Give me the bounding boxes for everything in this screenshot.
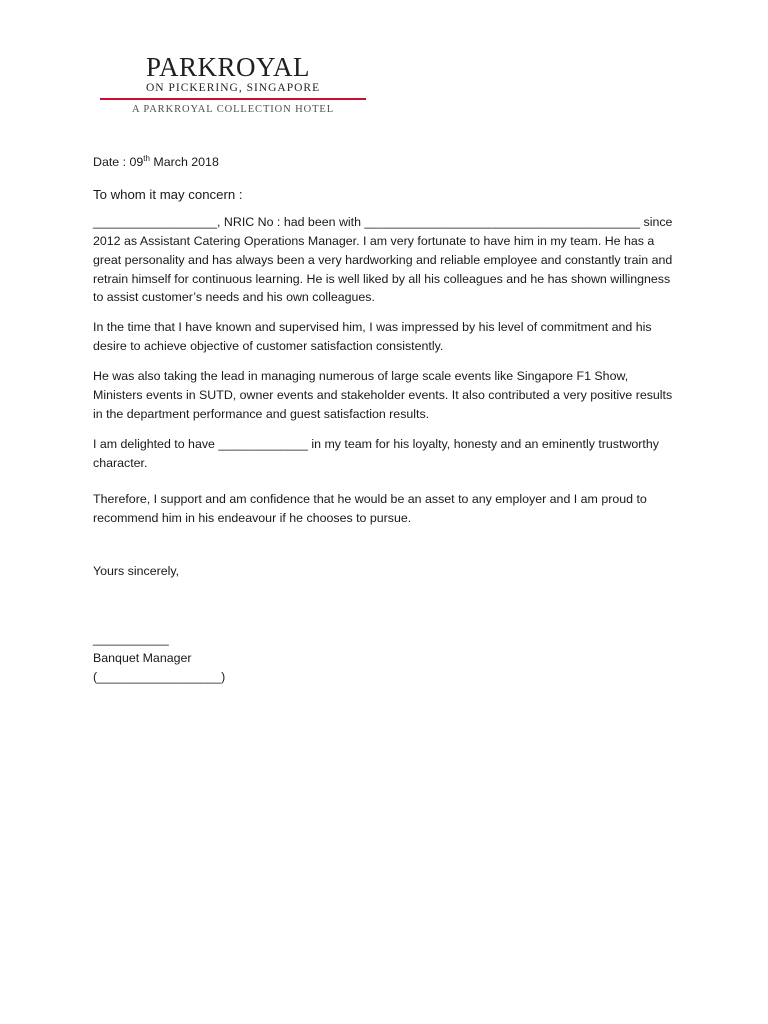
paragraph-delighted: I am delighted to have _____________ in my team for his loyalty, honesty and an eminently trustworthy character. (93, 436, 659, 470)
date-rest: March 2018 (149, 155, 219, 169)
signatory-title: Banquet Manager (93, 651, 192, 666)
signature-line: ___________ (93, 632, 169, 647)
signatory-name: (__________________) (93, 669, 226, 684)
paragraph-commitment: In the time that I have known and supervised him, I was impressed by his level of commitment and his desire to achieve objective of customer satisfaction consistently. (93, 320, 652, 354)
logo-name: PARKROYAL (146, 52, 311, 82)
paragraph-intro: __________________, NRIC No : had been with ________________________________________ since 2012 as Assistant Catering Operations Manager. I am very fortunate to have him in my team. He has a great personality and has always been a very hardworking and reliable employee and constantly train and retrain himself for continuous learning. He is well liked by all his colleagues and he has shown willingness to assist customer’s needs and his own colleagues. (93, 215, 673, 305)
letter-body (93, 153, 678, 687)
paragraph-events: He was also taking the lead in managing numerous of large scale events like Singapore F1 Show, Ministers events in SUTD, owner events and stakeholder events. It also contributed a very positive results in the department performance and guest satisfaction results. (93, 369, 673, 421)
letter-date (93, 153, 678, 172)
date-prefix: Date : 09 (93, 155, 144, 169)
date-ordinal: th (143, 154, 150, 163)
closing: Yours sincerely, (93, 563, 180, 578)
hotel-logo (100, 52, 368, 118)
logo-subtitle: ON PICKERING, SINGAPORE (146, 82, 321, 94)
paragraph-recommendation: Therefore, I support and am confidence that he would be an asset to any employer and I am proud to recommend him in his endeavour if he chooses to pursue. (93, 492, 647, 526)
logo-collection: A PARKROYAL COLLECTION HOTEL (132, 104, 335, 115)
salutation: To whom it may concern : (93, 186, 243, 202)
logo-divider (100, 98, 366, 100)
